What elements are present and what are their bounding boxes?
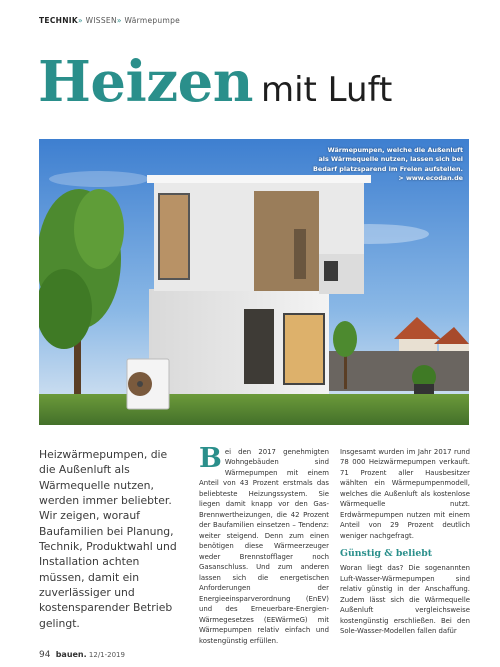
subheading: Günstig & beliebt <box>340 548 433 560</box>
wood-cladding <box>254 191 319 291</box>
caption-line: Wärmepumpen, welche die Außenluft <box>327 146 463 154</box>
article-title <box>38 49 393 115</box>
magazine-name: bauen. <box>55 650 87 659</box>
ground-window <box>244 309 274 384</box>
issue-number: 12/1-2019 <box>88 651 125 659</box>
caption-link[interactable]: > www.ecodan.de <box>398 173 463 182</box>
lawn <box>39 394 469 425</box>
annex-window <box>324 261 338 281</box>
header-separator: » <box>116 16 122 25</box>
tree-crown <box>74 189 124 269</box>
upper-window-glow <box>159 194 189 279</box>
caption-line: als Wärmequelle nutzen, lassen sich bei <box>318 155 463 164</box>
privacy-fence <box>329 351 469 391</box>
article-column-2 <box>340 447 470 637</box>
cloud <box>49 171 149 187</box>
drop-cap: B <box>199 443 222 474</box>
header-separator: » <box>78 16 83 25</box>
page-footer <box>39 650 125 660</box>
door-glow <box>284 314 324 384</box>
section-header <box>39 16 180 25</box>
header-section-technik: TECHNIK <box>39 16 78 25</box>
header-section-topic: Wärmepumpe <box>124 16 181 25</box>
article-column-1 <box>199 443 329 646</box>
image-caption <box>263 146 463 183</box>
column-2-paragraph-1: Insgesamt wurden im Jahr 2017 rund 78 000 Heizwärmepumpen verkauft. 71 Prozent aller Hausbesitzer wählten ein Wärmepumpenmodell, welches die Außenluft als kostenlose Wärmequelle nutzt. Erdwärmepumpen nutzen mit einem Anteil von 29 Prozent deutlich weniger nachgefragt. <box>340 448 470 540</box>
title-sub: mit Luft <box>260 70 393 110</box>
header-section-wissen: WISSEN <box>85 16 117 25</box>
caption-line: Bedarf platzsparend im Freien aufstellen. <box>313 164 463 173</box>
hero-image <box>39 139 469 425</box>
lead-paragraph: Heizwärmepumpen, die die Außenluft als Wärmequelle nutzen, werden immer beliebter. Wir zeigen, worauf Baufamilien bei Planung, Technik, Produktwahl und Installation achten müssen, damit ein zuverlässiger und kostensparender Betrieb gelingt. <box>39 448 177 630</box>
column-2-paragraph-2: Woran liegt das? Die sogenannten Luft-Wasser-Wärmepumpen sind relativ günstig in der Anschaffung. Zudem lässt sich die Wärmequelle Außenluft vergleichsweise kostengünstig erschließen. Bei den Sole-Wasser-Modellen fallen dafür <box>340 564 470 636</box>
title-main: Heizen <box>38 49 253 115</box>
page-number: 94 <box>39 650 51 660</box>
upper-window <box>294 229 306 279</box>
fan-hub <box>137 381 143 387</box>
column-1-text: ei den 2017 genehmigten Wohngebäuden sind Wärmepumpen mit einem Anteil von 43 Prozent erstmals das beliebteste Heizungssystem. Sie liegen damit knapp vor den Gas-Brennwertheizungen, die 42 Prozent der Baufamilien einsetzen – Tendenz: weiter steigend. Denn zum einen benötigen diese Wärmeerzeuger weder Brennstofflager noch Gasanschluss. Und zum anderen lassen sich die energetischen Anforderungen der Energieeinsparverordnung (EnEV) und des Erneuerbare-Energien-Wärmegesetzes (EEWärmeG) mit Wärmepumpen relativ einfach und kostengünstig erfüllen. <box>199 448 329 645</box>
tree-crown <box>333 321 357 357</box>
